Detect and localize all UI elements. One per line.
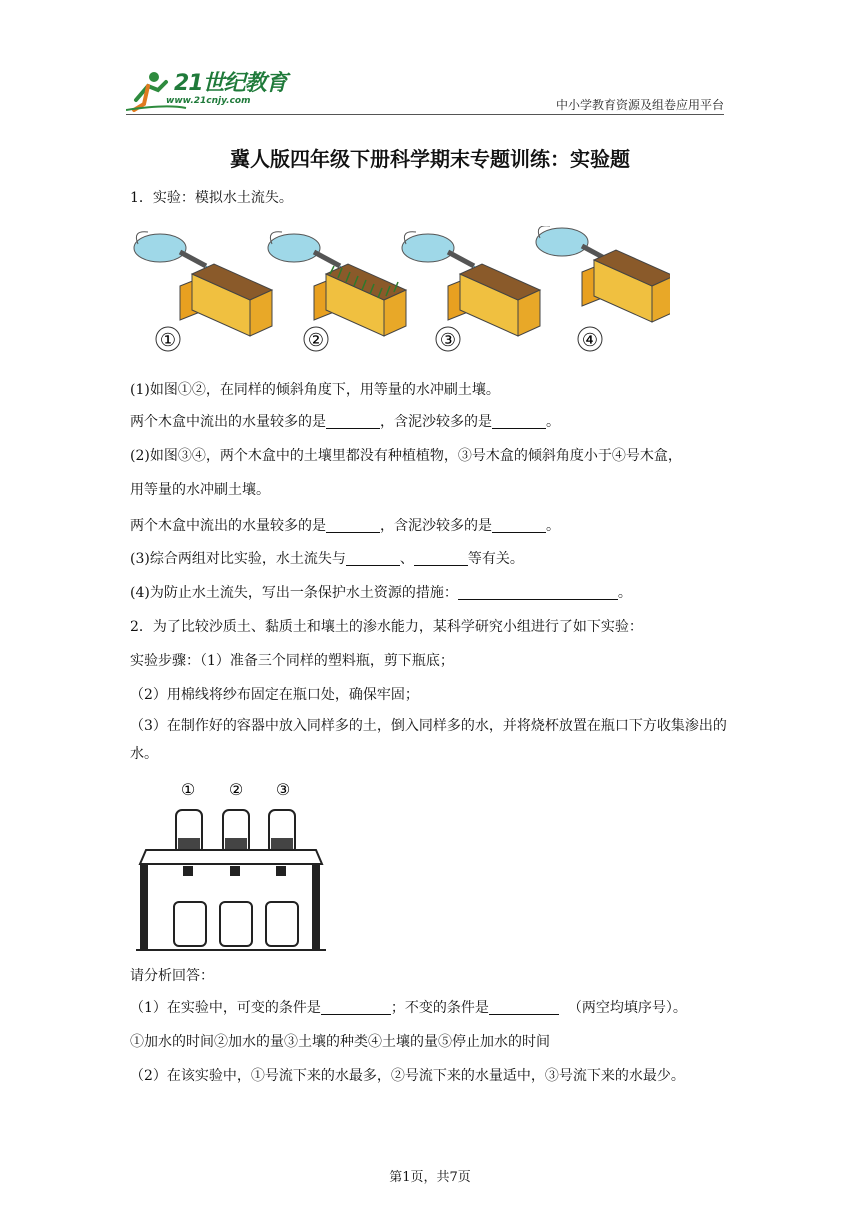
blank-input[interactable]: [326, 518, 380, 533]
fig1-label-1: ①: [159, 330, 177, 351]
q2-ask: 请分析回答：: [130, 968, 214, 984]
blank-input[interactable]: [492, 414, 546, 429]
page-title: 冀人版四年级下册科学期末专题训练：实验题: [230, 147, 630, 171]
q1-part1-blanks: 两个木盒中流出的水量较多的是 ，含泥沙较多的是 。: [130, 414, 560, 430]
soil-seepage-figure: [136, 780, 326, 952]
blank-input[interactable]: [414, 551, 468, 566]
blank-input[interactable]: [346, 551, 400, 566]
fig2-label-2: ②: [228, 780, 244, 799]
blank-input[interactable]: [321, 1000, 391, 1015]
fig1-label-3: ③: [439, 330, 457, 351]
blank-input[interactable]: [458, 585, 618, 600]
q1-part2: (2)如图③④，两个木盒中的土壤里都没有种植植物，③号木盒的倾斜角度小于④号木盒，: [130, 448, 682, 464]
q1-part2-blanks: 两个木盒中流出的水量较多的是 ，含泥沙较多的是 。: [130, 518, 560, 534]
q1-part3: (3)综合两组对比实验，水土流失与 、 等有关。: [130, 551, 524, 567]
fig2-label-1: ①: [180, 780, 196, 799]
q1-stem: 1．实验：模拟水土流失。: [130, 190, 293, 206]
blank-input[interactable]: [326, 414, 380, 429]
q1-part4: (4)为防止水土流失，写出一条保护水土资源的措施： 。: [130, 585, 632, 601]
logo-text: 21世纪教育: [174, 71, 287, 96]
logo-url: www.21cnjy.com: [166, 96, 251, 106]
q2-stem: 2．为了比较沙质土、黏质土和壤土的渗水能力，某科学研究小组进行了如下实验：: [130, 619, 643, 635]
fig2-label-3: ③: [275, 780, 291, 799]
q2-answer2: （2）在该实验中，①号流下来的水最多，②号流下来的水量适中，③号流下来的水最少。: [130, 1068, 685, 1084]
q1-part2-cont: 用等量的水冲刷土壤。: [130, 482, 270, 498]
q2-step2: （2）用棉线将纱布固定在瓶口处，确保牢固；: [130, 687, 419, 703]
platform-name: 中小学教育资源及组卷应用平台: [555, 98, 724, 112]
blank-input[interactable]: [492, 518, 546, 533]
fig1-label-4: ④: [581, 330, 599, 351]
q2-answer1: （1）在实验中，可变的条件是 ；不变的条件是 （两空均填序号）。: [130, 1000, 687, 1016]
q2-step3: （3）在制作好的容器中放入同样多的土，倒入同样多的水，并将烧杯放置在瓶口下方收集渗出的水。: [130, 718, 727, 762]
page-header: [126, 66, 724, 116]
header-divider: [126, 114, 724, 115]
page-footer: 第1页，共7页: [389, 1170, 471, 1185]
q2-options: ①加水的时间②加水的量③土壤的种类④土壤的量⑤停止加水的时间: [130, 1034, 550, 1050]
soil-erosion-figure: [130, 226, 670, 360]
fig1-label-2: ②: [307, 330, 325, 351]
q1-part1: (1)如图①②，在同样的倾斜角度下，用等量的水冲刷土壤。: [130, 382, 500, 398]
q2-step1: 实验步骤：（1）准备三个同样的塑料瓶，剪下瓶底；: [130, 653, 454, 669]
blank-input[interactable]: [489, 1000, 559, 1015]
